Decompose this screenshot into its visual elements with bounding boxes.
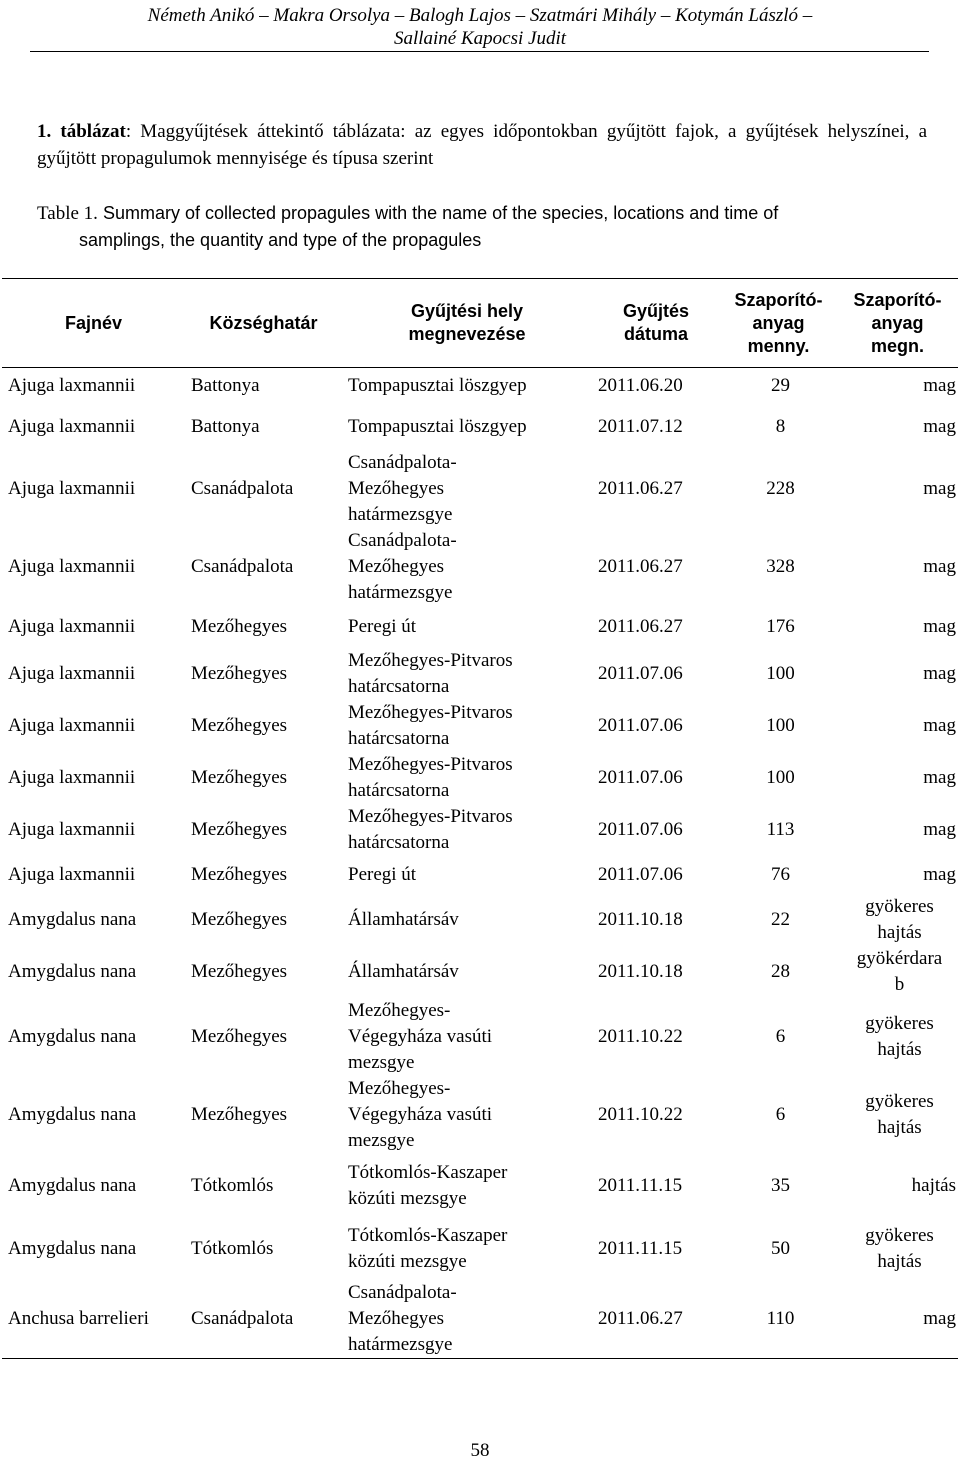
cell-collection-date: 2011.11.15 — [598, 1237, 683, 1259]
cell-species: Ajuga laxmannii — [8, 818, 136, 840]
cell-propagule-quantity: 113 — [766, 818, 795, 840]
cell-collection-site: Mezőhegyes-Pitvaros határcsatorna — [348, 701, 513, 749]
caption-text-english-rest: samplings, the quantity and type of the propagules — [79, 230, 482, 250]
cell-propagule-quantity: 328 — [766, 555, 795, 577]
cell-collection-site: Peregi út — [348, 615, 417, 637]
cell-collection-site: Csanádpalota- Mezőhegyes határmezsgye — [348, 529, 457, 603]
table-body — [2, 368, 958, 1359]
cell-collection-site: Tótkomlós-Kaszaper közúti mezsgye — [348, 1224, 508, 1272]
cell-propagule-quantity: 100 — [766, 714, 795, 736]
cell-municipality: Csanádpalota — [191, 477, 294, 499]
table-row — [2, 1280, 958, 1359]
table-caption-english — [37, 200, 927, 254]
cell-municipality: Mezőhegyes — [191, 908, 288, 930]
cell-collection-site: Mezőhegyes- Végegyháza vasúti mezsgye — [348, 1077, 493, 1151]
cell-propagule-quantity: 228 — [766, 477, 795, 499]
table-row — [2, 1154, 958, 1218]
authors-line-2: Sallainé Kapocsi Judit — [393, 28, 567, 49]
table-caption-hungarian — [37, 118, 927, 172]
table-row — [2, 1218, 958, 1280]
table-row — [2, 648, 958, 700]
header-propagule-type: Szaporító- anyag megn. — [837, 279, 958, 368]
cell-propagule-type: gyökérdara b — [856, 947, 943, 995]
caption-text-english-first: Summary of collected propagules with the name of the species, locations and time of — [97, 203, 779, 223]
cell-propagule-quantity: 6 — [775, 1025, 786, 1047]
cell-species: Amygdalus nana — [8, 960, 137, 982]
cell-propagule-type: mag — [923, 818, 956, 840]
cell-species: Amygdalus nana — [8, 1025, 137, 1047]
table-row — [2, 946, 958, 998]
header-rule — [30, 51, 929, 52]
cell-species: Ajuga laxmannii — [8, 615, 136, 637]
table-row — [2, 700, 958, 752]
cell-collection-date: 2011.07.12 — [598, 415, 683, 437]
cell-species: Amygdalus nana — [8, 1103, 137, 1125]
cell-collection-site: Peregi út — [348, 863, 417, 885]
cell-propagule-type: gyökeres hajtás — [865, 1090, 934, 1138]
table-row — [2, 856, 958, 894]
cell-collection-date: 2011.10.22 — [598, 1025, 683, 1047]
cell-collection-site: Tótkomlós-Kaszaper közúti mezsgye — [348, 1161, 508, 1209]
cell-species: Ajuga laxmannii — [8, 477, 136, 499]
table-row — [2, 404, 958, 450]
cell-propagule-type: mag — [923, 863, 956, 885]
header-collection-site: Gyűjtési hely megnevezése — [342, 279, 592, 368]
cell-collection-site: Tompapusztai löszgyep — [348, 415, 527, 437]
cell-propagule-quantity: 8 — [775, 415, 786, 437]
cell-collection-site: Tompapusztai löszgyep — [348, 374, 527, 396]
cell-propagule-quantity: 6 — [775, 1103, 786, 1125]
cell-propagule-type: mag — [923, 374, 956, 396]
table-row — [2, 752, 958, 804]
cell-propagule-type: gyökeres hajtás — [865, 1224, 934, 1272]
cell-propagule-quantity: 28 — [771, 960, 790, 982]
cell-propagule-type: gyökeres hajtás — [865, 895, 934, 943]
cell-propagule-quantity: 29 — [771, 374, 790, 396]
cell-collection-date: 2011.06.20 — [598, 374, 683, 396]
cell-propagule-quantity: 100 — [766, 662, 795, 684]
cell-propagule-type: mag — [923, 766, 956, 788]
caption-label-hungarian: 1. táblázat — [37, 121, 126, 142]
cell-propagule-type: hajtás — [911, 1174, 956, 1196]
cell-municipality: Mezőhegyes — [191, 818, 288, 840]
header-collection-date: Gyűjtés dátuma — [592, 279, 720, 368]
cell-propagule-quantity: 76 — [771, 863, 790, 885]
cell-municipality: Csanádpalota — [185, 1280, 342, 1359]
page-number: 58 — [470, 1440, 490, 1461]
cell-municipality: Tótkomlós — [191, 1174, 274, 1196]
cell-propagule-quantity: 100 — [766, 766, 795, 788]
cell-collection-date: 2011.11.15 — [598, 1174, 683, 1196]
cell-collection-date: 2011.10.18 — [598, 908, 683, 930]
cell-collection-date: 2011.07.06 — [598, 818, 683, 840]
cell-species: Ajuga laxmannii — [8, 714, 136, 736]
table-row — [2, 998, 958, 1076]
caption-text-hungarian: : Maggyűjtések áttekintő táblázata: az egyes időpontokban gyűjtött fajok, a gyűjtések helyszínei, a gyűjtött propagulumok mennyisége és típusa szerint — [37, 121, 928, 169]
cell-municipality: Mezőhegyes — [191, 1103, 288, 1125]
table-row — [2, 804, 958, 856]
cell-collection-site: Mezőhegyes-Pitvaros határcsatorna — [348, 649, 513, 697]
table-row — [2, 368, 958, 404]
cell-municipality: Mezőhegyes — [191, 960, 288, 982]
cell-propagule-quantity: 35 — [771, 1174, 790, 1196]
cell-municipality: Battonya — [191, 374, 260, 396]
cell-propagule-type: mag — [923, 615, 956, 637]
cell-collection-date: 2011.07.06 — [598, 766, 683, 788]
cell-collection-date: 2011.07.06 — [598, 662, 683, 684]
cell-propagule-type: mag — [837, 1280, 958, 1359]
header-municipality: Községhatár — [185, 279, 342, 368]
cell-collection-date: 2011.06.27 — [598, 555, 683, 577]
collection-table — [2, 278, 958, 1359]
cell-collection-date: 2011.06.27 — [598, 477, 683, 499]
cell-municipality: Mezőhegyes — [191, 863, 288, 885]
cell-collection-date: 2011.06.27 — [598, 615, 683, 637]
cell-collection-date: 2011.07.06 — [598, 863, 683, 885]
cell-propagule-type: mag — [923, 714, 956, 736]
cell-municipality: Mezőhegyes — [191, 662, 288, 684]
caption-label-english: Table 1. — [37, 203, 98, 224]
cell-propagule-type: mag — [923, 555, 956, 577]
cell-collection-site: Mezőhegyes-Pitvaros határcsatorna — [348, 753, 513, 801]
table-row — [2, 450, 958, 528]
table-row — [2, 606, 958, 648]
cell-municipality: Tótkomlós — [191, 1237, 274, 1259]
cell-municipality: Csanádpalota — [191, 555, 294, 577]
cell-species: Amygdalus nana — [8, 1237, 137, 1259]
table-row — [2, 894, 958, 946]
authors-line-1: Németh Anikó – Makra Orsolya – Balogh Lajos – Szatmári Mihály – Kotymán László – — [147, 5, 813, 26]
cell-propagule-quantity: 50 — [771, 1237, 790, 1259]
cell-collection-date: 2011.07.06 — [598, 714, 683, 736]
table-header-row — [2, 279, 958, 368]
cell-municipality: Mezőhegyes — [191, 766, 288, 788]
cell-propagule-type: gyökeres hajtás — [865, 1012, 934, 1060]
table-row — [2, 528, 958, 606]
cell-species: Ajuga laxmannii — [8, 555, 136, 577]
cell-municipality: Mezőhegyes — [191, 1025, 288, 1047]
cell-species: Ajuga laxmannii — [8, 863, 136, 885]
running-header — [30, 4, 930, 50]
cell-collection-site: Államhatársáv — [348, 908, 459, 930]
cell-collection-site: Államhatársáv — [348, 960, 459, 982]
cell-propagule-type: mag — [923, 415, 956, 437]
header-propagule-quantity: Szaporító- anyag menny. — [720, 279, 837, 368]
cell-collection-site: Mezőhegyes- Végegyháza vasúti mezsgye — [348, 999, 493, 1073]
cell-species: Anchusa barrelieri — [2, 1280, 185, 1359]
cell-collection-site: Csanádpalota- Mezőhegyes határmezsgye — [342, 1280, 592, 1359]
cell-collection-site: Mezőhegyes-Pitvaros határcsatorna — [348, 805, 513, 853]
cell-propagule-quantity: 22 — [771, 908, 790, 930]
cell-collection-date: 2011.06.27 — [592, 1280, 720, 1359]
cell-species: Ajuga laxmannii — [8, 374, 136, 396]
cell-municipality: Mezőhegyes — [191, 615, 288, 637]
caption-english-line-1 — [37, 200, 927, 227]
cell-municipality: Mezőhegyes — [191, 714, 288, 736]
table-row — [2, 1076, 958, 1154]
cell-propagule-type: mag — [923, 662, 956, 684]
cell-species: Amygdalus nana — [8, 1174, 137, 1196]
cell-species: Ajuga laxmannii — [8, 766, 136, 788]
cell-propagule-quantity: 110 — [720, 1280, 837, 1359]
cell-species: Amygdalus nana — [8, 908, 137, 930]
cell-collection-site: Csanádpalota- Mezőhegyes határmezsgye — [348, 451, 457, 525]
cell-municipality: Battonya — [191, 415, 260, 437]
cell-species: Ajuga laxmannii — [8, 662, 136, 684]
cell-collection-date: 2011.10.22 — [598, 1103, 683, 1125]
cell-collection-date: 2011.10.18 — [598, 960, 683, 982]
cell-propagule-quantity: 176 — [766, 615, 795, 637]
header-species: Fajnév — [2, 279, 185, 368]
cell-propagule-type: mag — [923, 477, 956, 499]
cell-species: Ajuga laxmannii — [8, 415, 136, 437]
